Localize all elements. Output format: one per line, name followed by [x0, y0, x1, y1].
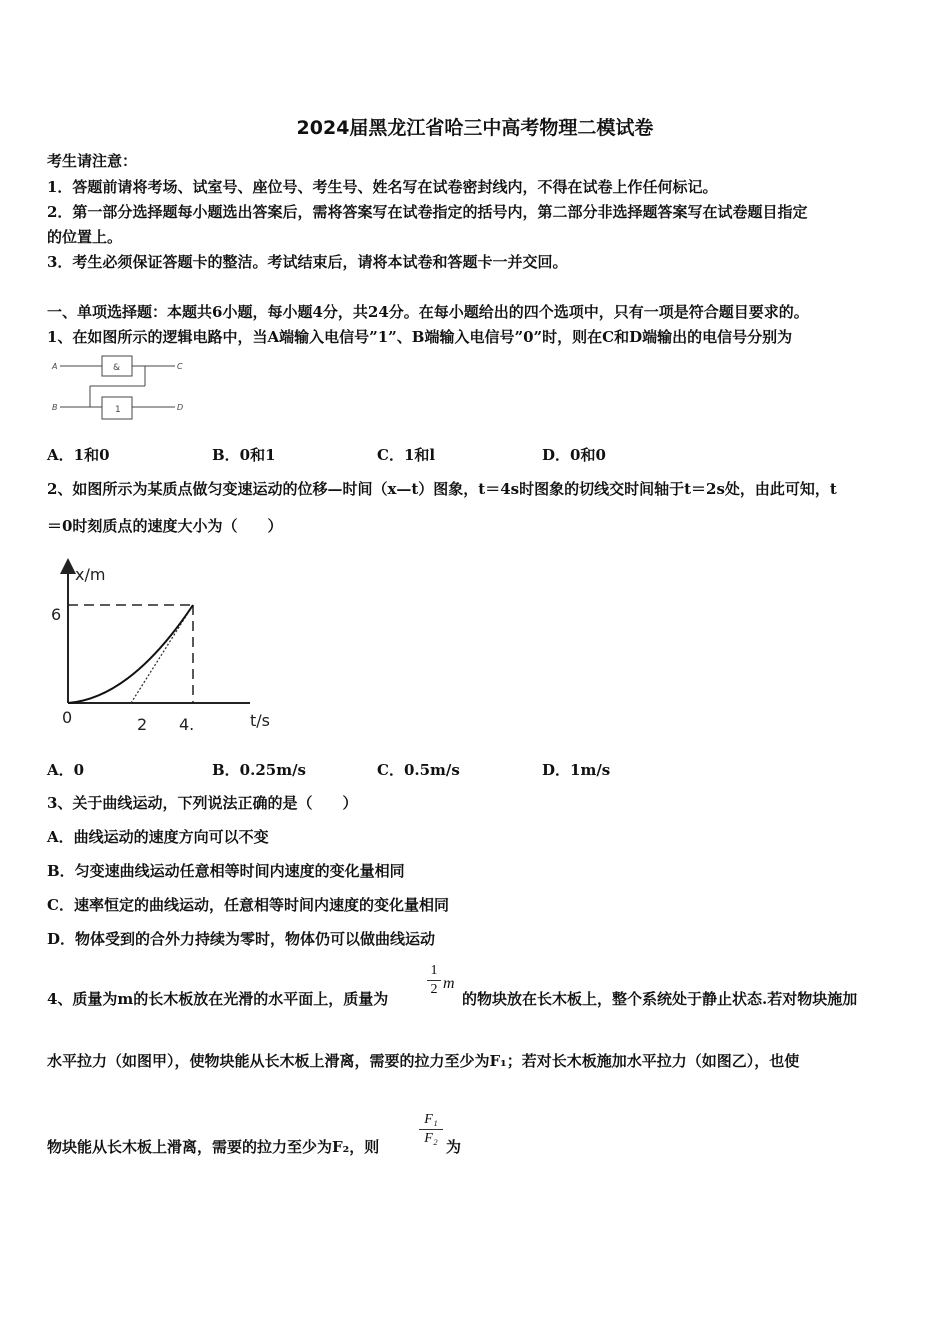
q1-option-a[interactable]: A．1和0 [47, 446, 110, 464]
and-gate-symbol: & [113, 363, 121, 373]
notice-item: 1．答题前请将考场、试室号、座位号、考生号、姓名写在试卷密封线内，不得在试卷上作任何标记。 [47, 178, 718, 196]
q3-option-c[interactable]: C．速率恒定的曲线运动，任意相等时间内速度的变化量相同 [47, 896, 449, 914]
notice-item: 3．考生必须保证答题卡的整洁。考试结束后，请将本试卷和答题卡一并交回。 [47, 253, 568, 271]
q2-option-b[interactable]: B．0.25m/s [212, 761, 307, 779]
x-axis-label: t/s [250, 711, 270, 730]
q2-stem: 2、如图所示为某质点做匀变速运动的位移—时间（x—t）图象，t＝4s时图象的切线交时间轴于t＝2s处，由此可知，t [47, 480, 837, 498]
q1-option-b[interactable]: B．0和1 [212, 446, 276, 464]
notice-heading: 考生请注意： [47, 152, 138, 170]
fraction-half [427, 963, 441, 998]
q1-stem: 1、在如图所示的逻辑电路中，当A端输入电信号”1”、B端输入电信号”0”时，则在C和D端输出的电信号分别为 [47, 328, 793, 346]
q4-stem-part: 水平拉力（如图甲），使物块能从长木板上滑离，需要的拉力至少为F₁；若对长木板施加水平拉力（如图乙），也使 [47, 1052, 800, 1070]
q4-stem-part: 物块能从长木板上滑离，需要的拉力至少为F₂，则 [47, 1138, 380, 1156]
y-axis-label: x/m [75, 565, 106, 584]
logic-circuit-diagram [50, 352, 190, 432]
q3-option-b[interactable]: B．匀变速曲线运动任意相等时间内速度的变化量相同 [47, 862, 405, 880]
fraction-force-ratio [419, 1112, 443, 1147]
q2-option-a[interactable]: A．0 [47, 761, 85, 779]
x-tick-label: 4. [179, 715, 195, 734]
q4-stem-part: 为 [446, 1138, 462, 1156]
x-tick-label: 2 [137, 715, 148, 734]
terminal-b: B [52, 403, 58, 412]
q3-stem: 3、关于曲线运动，下列说法正确的是（ ） [47, 794, 358, 812]
q2-stem: ＝0时刻质点的速度大小为（ ） [47, 517, 283, 535]
q2-option-d[interactable]: D．1m/s [542, 761, 611, 779]
y-tick-label: 6 [51, 605, 62, 624]
page-title: 2024届黑龙江省哈三中高考物理二模试卷 [296, 117, 654, 139]
fraction-numerator: F₁ [424, 1112, 438, 1127]
q3-option-d[interactable]: D．物体受到的合外力持续为零时，物体仍可以做曲线运动 [47, 930, 436, 948]
fraction-denominator: F₂ [424, 1131, 438, 1146]
terminal-d: D [177, 403, 184, 412]
fraction-numerator: 1 [430, 963, 438, 978]
notice-item: 的位置上。 [47, 228, 123, 246]
q3-option-a[interactable]: A．曲线运动的速度方向可以不变 [47, 828, 269, 846]
mass-variable: m [443, 975, 455, 992]
fraction-denominator: 2 [430, 982, 438, 997]
section-heading: 一、单项选择题：本题共6小题，每小题4分，共24分。在每小题给出的四个选项中，只有一项是符合题目要求的。 [47, 303, 809, 321]
q1-option-d[interactable]: D．0和0 [542, 446, 606, 464]
not-gate-symbol: 1 [115, 405, 121, 415]
q1-option-c[interactable]: C．1和l [377, 446, 436, 464]
q4-stem-part: 4、质量为m的长木板放在光滑的水平面上，质量为 [47, 990, 389, 1008]
q2-option-c[interactable]: C．0.5m/s [377, 761, 460, 779]
origin-label: 0 [62, 708, 73, 727]
q4-stem-part: 的物块放在长木板上，整个系统处于静止状态.若对物块施加 [462, 990, 858, 1008]
terminal-c: C [177, 362, 183, 371]
notice-item: 2．第一部分选择题每小题选出答案后，需将答案写在试卷指定的括号内，第二部分非选择题答案写在试卷题目指定 [47, 203, 808, 221]
xt-graph [45, 558, 295, 738]
terminal-a: A [52, 362, 58, 371]
parabola-curve [68, 605, 193, 703]
